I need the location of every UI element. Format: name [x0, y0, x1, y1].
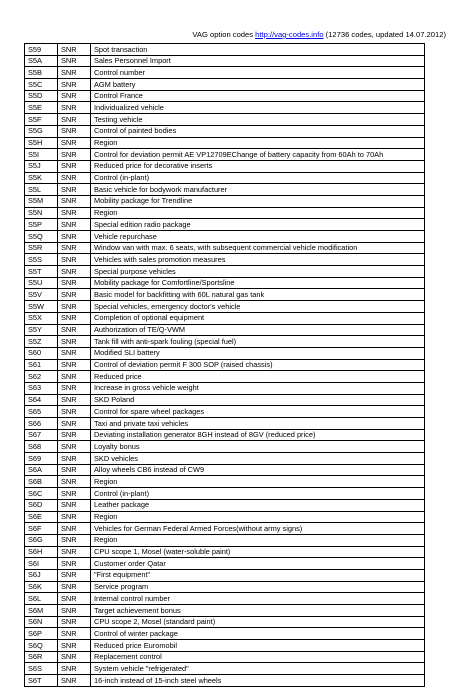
table-row	[25, 441, 425, 453]
table-row	[25, 476, 425, 488]
table-row	[25, 137, 425, 149]
code-cell: S5U	[25, 277, 58, 289]
code-cell: S63	[25, 382, 58, 394]
code-cell: S6D	[25, 499, 58, 511]
group-cell: SNR	[58, 336, 91, 348]
table-row	[25, 371, 425, 383]
table-row	[25, 616, 425, 628]
description-cell: Control of winter package	[91, 628, 425, 640]
description-cell: Mobility package for Comfortline/Sportsline	[91, 277, 425, 289]
table-row	[25, 453, 425, 465]
code-cell: S6P	[25, 628, 58, 640]
code-cell: S5F	[25, 114, 58, 126]
description-cell: Special purpose vehicles	[91, 266, 425, 278]
group-cell: SNR	[58, 277, 91, 289]
description-cell: Reduced price Euromobil	[91, 640, 425, 652]
code-cell: S5B	[25, 67, 58, 79]
code-cell: S5W	[25, 301, 58, 313]
group-cell: SNR	[58, 453, 91, 465]
code-cell: S5T	[25, 266, 58, 278]
table-row	[25, 359, 425, 371]
description-cell: Spot transaction	[91, 44, 425, 56]
group-cell: SNR	[58, 149, 91, 161]
table-row	[25, 149, 425, 161]
group-cell: SNR	[58, 534, 91, 546]
description-cell: AGM battery	[91, 79, 425, 91]
code-cell: S66	[25, 418, 58, 430]
description-cell: Special edition radio package	[91, 219, 425, 231]
description-cell: Control France	[91, 90, 425, 102]
code-cell: S67	[25, 429, 58, 441]
code-cell: S65	[25, 406, 58, 418]
table-row	[25, 254, 425, 266]
description-cell: Internal control number	[91, 593, 425, 605]
description-cell: Replacement control	[91, 651, 425, 663]
description-cell: SKD vehicles	[91, 453, 425, 465]
option-codes-body	[25, 44, 425, 687]
description-cell: Leather package	[91, 499, 425, 511]
description-cell: Region	[91, 511, 425, 523]
code-cell: S6K	[25, 581, 58, 593]
code-cell: S5C	[25, 79, 58, 91]
group-cell: SNR	[58, 511, 91, 523]
description-cell: Region	[91, 534, 425, 546]
code-cell: S6G	[25, 534, 58, 546]
code-cell: S5Y	[25, 324, 58, 336]
group-cell: SNR	[58, 382, 91, 394]
table-row	[25, 219, 425, 231]
table-row	[25, 663, 425, 675]
site-link[interactable]: http://vag-codes.info	[255, 30, 324, 39]
code-cell: S68	[25, 441, 58, 453]
table-row	[25, 301, 425, 313]
group-cell: SNR	[58, 114, 91, 126]
group-cell: SNR	[58, 184, 91, 196]
group-cell: SNR	[58, 406, 91, 418]
description-cell: Reduced price for decorative inserts	[91, 160, 425, 172]
table-row	[25, 394, 425, 406]
code-cell: S6A	[25, 464, 58, 476]
group-cell: SNR	[58, 593, 91, 605]
group-cell: SNR	[58, 231, 91, 243]
group-cell: SNR	[58, 441, 91, 453]
group-cell: SNR	[58, 558, 91, 570]
description-cell: Increase in gross vehicle weight	[91, 382, 425, 394]
group-cell: SNR	[58, 418, 91, 430]
table-row	[25, 651, 425, 663]
group-cell: SNR	[58, 90, 91, 102]
group-cell: SNR	[58, 628, 91, 640]
table-row	[25, 675, 425, 687]
description-cell: SKD Poland	[91, 394, 425, 406]
description-cell: Control (in-plant)	[91, 172, 425, 184]
table-row	[25, 90, 425, 102]
table-row	[25, 347, 425, 359]
group-cell: SNR	[58, 44, 91, 56]
table-row	[25, 628, 425, 640]
group-cell: SNR	[58, 616, 91, 628]
group-cell: SNR	[58, 55, 91, 67]
code-cell: S6E	[25, 511, 58, 523]
code-cell: S5S	[25, 254, 58, 266]
group-cell: SNR	[58, 476, 91, 488]
group-cell: SNR	[58, 195, 91, 207]
description-cell: Special vehicles, emergency doctor's vehicle	[91, 301, 425, 313]
code-cell: S5D	[25, 90, 58, 102]
table-row	[25, 55, 425, 67]
code-cell: S6H	[25, 546, 58, 558]
table-row	[25, 429, 425, 441]
description-cell: Region	[91, 137, 425, 149]
group-cell: SNR	[58, 640, 91, 652]
description-cell: Testing vehicle	[91, 114, 425, 126]
code-cell: S6R	[25, 651, 58, 663]
code-cell: S6Q	[25, 640, 58, 652]
description-cell: Taxi and private taxi vehicles	[91, 418, 425, 430]
description-cell: Service program	[91, 581, 425, 593]
group-cell: SNR	[58, 347, 91, 359]
description-cell: Individualized vehicle	[91, 102, 425, 114]
group-cell: SNR	[58, 499, 91, 511]
table-row	[25, 289, 425, 301]
table-row	[25, 336, 425, 348]
code-cell: S5R	[25, 242, 58, 254]
table-row	[25, 464, 425, 476]
table-row	[25, 195, 425, 207]
group-cell: SNR	[58, 605, 91, 617]
table-row	[25, 79, 425, 91]
description-cell: Reduced price	[91, 371, 425, 383]
code-cell: S60	[25, 347, 58, 359]
table-row	[25, 499, 425, 511]
code-cell: S6C	[25, 488, 58, 500]
document-header	[0, 30, 446, 39]
group-cell: SNR	[58, 289, 91, 301]
table-row	[25, 418, 425, 430]
table-row	[25, 102, 425, 114]
table-row	[25, 581, 425, 593]
code-cell: S5N	[25, 207, 58, 219]
group-cell: SNR	[58, 102, 91, 114]
group-cell: SNR	[58, 523, 91, 535]
table-row	[25, 511, 425, 523]
description-cell: Authorization of TE/Q-VWM	[91, 324, 425, 336]
code-cell: S6I	[25, 558, 58, 570]
group-cell: SNR	[58, 371, 91, 383]
table-row	[25, 160, 425, 172]
group-cell: SNR	[58, 651, 91, 663]
table-row	[25, 184, 425, 196]
code-cell: S6L	[25, 593, 58, 605]
table-row	[25, 266, 425, 278]
table-row	[25, 231, 425, 243]
header-prefix: VAG option codes	[192, 30, 256, 39]
code-cell: S62	[25, 371, 58, 383]
group-cell: SNR	[58, 79, 91, 91]
group-cell: SNR	[58, 429, 91, 441]
code-cell: S5Z	[25, 336, 58, 348]
group-cell: SNR	[58, 394, 91, 406]
description-cell: Vehicles for German Federal Armed Forces(without army signs)	[91, 523, 425, 535]
table-row	[25, 569, 425, 581]
table-row	[25, 558, 425, 570]
table-row	[25, 172, 425, 184]
description-cell: Control number	[91, 67, 425, 79]
code-cell: S5K	[25, 172, 58, 184]
description-cell: Control of deviation permit F 300 SOP (raised chassis)	[91, 359, 425, 371]
description-cell: Target achievement bonus	[91, 605, 425, 617]
code-cell: S5Q	[25, 231, 58, 243]
code-cell: S6M	[25, 605, 58, 617]
table-row	[25, 125, 425, 137]
description-cell: Basic vehicle for bodywork manufacturer	[91, 184, 425, 196]
code-cell: S5I	[25, 149, 58, 161]
description-cell: CPU scope 2, Mosel (standard paint)	[91, 616, 425, 628]
table-row	[25, 44, 425, 56]
group-cell: SNR	[58, 488, 91, 500]
description-cell: Mobility package for Trendline	[91, 195, 425, 207]
table-row	[25, 488, 425, 500]
description-cell: Alloy wheels CB6 instead of CW9	[91, 464, 425, 476]
description-cell: Control for spare wheel packages	[91, 406, 425, 418]
description-cell: Region	[91, 476, 425, 488]
description-cell: Vehicle repurchase	[91, 231, 425, 243]
description-cell: Basic model for backfitting with 60L natural gas tank	[91, 289, 425, 301]
code-cell: S6F	[25, 523, 58, 535]
group-cell: SNR	[58, 242, 91, 254]
code-cell: S5M	[25, 195, 58, 207]
description-cell: Customer order Qatar	[91, 558, 425, 570]
description-cell: Completion of optional equipment	[91, 312, 425, 324]
group-cell: SNR	[58, 137, 91, 149]
group-cell: SNR	[58, 67, 91, 79]
table-row	[25, 534, 425, 546]
code-cell: S5G	[25, 125, 58, 137]
group-cell: SNR	[58, 663, 91, 675]
code-cell: S64	[25, 394, 58, 406]
description-cell: Window van with max. 6 seats, with subsequent commercial vehicle modification	[91, 242, 425, 254]
description-cell: Control of painted bodies	[91, 125, 425, 137]
group-cell: SNR	[58, 219, 91, 231]
description-cell: Tank fill with anti-spark fouling (special fuel)	[91, 336, 425, 348]
description-cell: Modified SLI battery	[91, 347, 425, 359]
group-cell: SNR	[58, 581, 91, 593]
table-row	[25, 207, 425, 219]
table-row	[25, 605, 425, 617]
code-cell: S69	[25, 453, 58, 465]
table-row	[25, 114, 425, 126]
table-row	[25, 406, 425, 418]
table-row	[25, 523, 425, 535]
code-cell: S5P	[25, 219, 58, 231]
description-cell: Control for deviation permit AE VP12709EChange of battery capacity from 60Ah to 70Ah	[91, 149, 425, 161]
code-cell: S5E	[25, 102, 58, 114]
header-suffix: (12736 codes, updated 14.07.2012)	[323, 30, 446, 39]
code-cell: S5J	[25, 160, 58, 172]
table-row	[25, 593, 425, 605]
group-cell: SNR	[58, 464, 91, 476]
group-cell: SNR	[58, 125, 91, 137]
table-row	[25, 242, 425, 254]
table-row	[25, 546, 425, 558]
group-cell: SNR	[58, 569, 91, 581]
code-cell: S5L	[25, 184, 58, 196]
description-cell: Loyalty bonus	[91, 441, 425, 453]
code-cell: S6N	[25, 616, 58, 628]
table-row	[25, 324, 425, 336]
code-cell: S5X	[25, 312, 58, 324]
description-cell: Vehicles with sales promotion measures	[91, 254, 425, 266]
code-cell: S61	[25, 359, 58, 371]
table-row	[25, 312, 425, 324]
group-cell: SNR	[58, 301, 91, 313]
group-cell: SNR	[58, 359, 91, 371]
group-cell: SNR	[58, 675, 91, 687]
description-cell: System vehicle "refrigerated"	[91, 663, 425, 675]
description-cell: "First equipment"	[91, 569, 425, 581]
description-cell: CPU scope 1, Mosel (water-soluble paint)	[91, 546, 425, 558]
code-cell: S6S	[25, 663, 58, 675]
code-cell: S6J	[25, 569, 58, 581]
code-cell: S5V	[25, 289, 58, 301]
group-cell: SNR	[58, 324, 91, 336]
code-cell: S5A	[25, 55, 58, 67]
group-cell: SNR	[58, 207, 91, 219]
group-cell: SNR	[58, 254, 91, 266]
group-cell: SNR	[58, 172, 91, 184]
code-cell: S6T	[25, 675, 58, 687]
option-codes-table	[24, 43, 425, 687]
table-row	[25, 382, 425, 394]
description-cell: 16-inch instead of 15-inch steel wheels	[91, 675, 425, 687]
description-cell: Deviating installation generator 8GH instead of 8GV (reduced price)	[91, 429, 425, 441]
code-cell: S59	[25, 44, 58, 56]
description-cell: Control (in-plant)	[91, 488, 425, 500]
table-row	[25, 277, 425, 289]
group-cell: SNR	[58, 546, 91, 558]
table-row	[25, 640, 425, 652]
table-row	[25, 67, 425, 79]
description-cell: Sales Personnel Import	[91, 55, 425, 67]
code-cell: S6B	[25, 476, 58, 488]
description-cell: Region	[91, 207, 425, 219]
code-cell: S5H	[25, 137, 58, 149]
group-cell: SNR	[58, 160, 91, 172]
group-cell: SNR	[58, 312, 91, 324]
group-cell: SNR	[58, 266, 91, 278]
